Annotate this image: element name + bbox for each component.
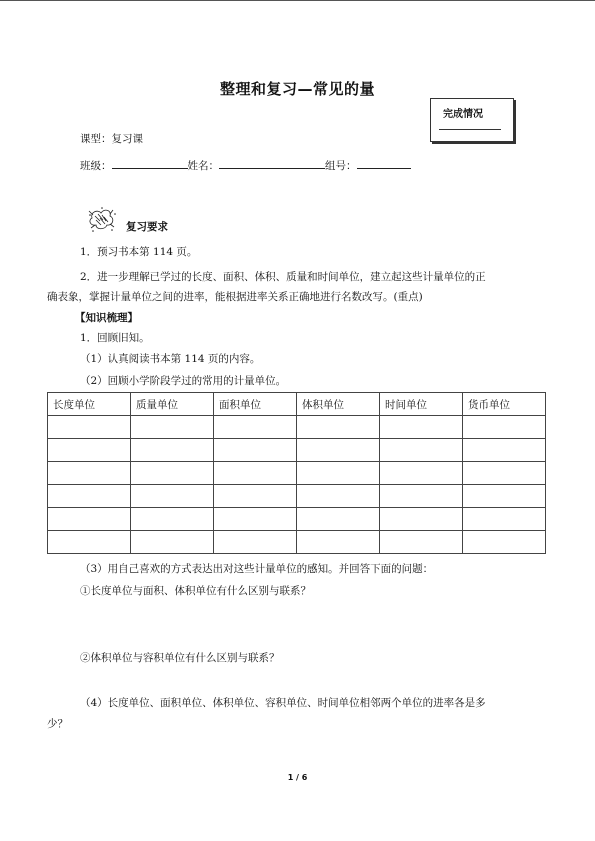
table-cell[interactable] (380, 416, 463, 439)
table-cell[interactable] (131, 485, 214, 508)
table-cell[interactable] (214, 531, 297, 554)
question-4-continued: 少？ (47, 718, 68, 730)
table-row (48, 531, 546, 554)
table-cell[interactable] (48, 531, 131, 554)
table-cell[interactable] (297, 416, 380, 439)
completion-status-blank[interactable] (439, 129, 501, 130)
page-number: 1 / 6 (287, 773, 308, 782)
scribble-icon (86, 206, 118, 232)
knowledge-line: （2）回顾小学阶段学过的常用的计量单位。 (80, 375, 287, 387)
table-header-cell: 货币单位 (463, 393, 546, 416)
table-cell[interactable] (48, 462, 131, 485)
top-border (0, 0, 595, 1)
table-cell[interactable] (131, 416, 214, 439)
table-cell[interactable] (131, 462, 214, 485)
table-header-cell: 质量单位 (131, 393, 214, 416)
table-cell[interactable] (463, 462, 546, 485)
knowledge-heading: 【知识梳理】 (75, 312, 138, 324)
group-label: 组号： (325, 160, 357, 172)
question-4: （4）长度单位、面积单位、体积单位、容积单位、时间单位相邻两个单位的进率各是多 (80, 697, 486, 709)
table-header-cell: 长度单位 (48, 393, 131, 416)
table-cell[interactable] (297, 439, 380, 462)
table-cell[interactable] (297, 485, 380, 508)
table-cell[interactable] (380, 508, 463, 531)
table-cell[interactable] (214, 462, 297, 485)
table-header-cell: 面积单位 (214, 393, 297, 416)
table-cell[interactable] (297, 531, 380, 554)
student-info-line (80, 157, 411, 173)
table-cell[interactable] (48, 485, 131, 508)
table-cell[interactable] (463, 416, 546, 439)
group-blank[interactable] (357, 157, 411, 169)
table-header-cell: 时间单位 (380, 393, 463, 416)
table-cell[interactable] (380, 439, 463, 462)
requirement-item: 1．预习书本第 114 页。 (80, 246, 198, 258)
table-header-cell: 体积单位 (297, 393, 380, 416)
table-cell[interactable] (297, 462, 380, 485)
requirement-item-continued: 确表象，掌握计量单位之间的进率，能根据进率关系正确地进行名数改写。(重点) (47, 291, 423, 303)
table-cell[interactable] (380, 462, 463, 485)
table-cell[interactable] (214, 508, 297, 531)
table-cell[interactable] (214, 485, 297, 508)
table-cell[interactable] (131, 439, 214, 462)
table-cell[interactable] (463, 508, 546, 531)
name-label: 姓名： (187, 160, 219, 172)
class-blank[interactable] (112, 157, 188, 169)
lesson-type: 课型：复习课 (80, 133, 143, 145)
table-cell[interactable] (380, 485, 463, 508)
requirement-item: 2．进一步理解已学过的长度、面积、体积、质量和时间单位，建立起这些计量单位的正 (80, 271, 486, 283)
table-row (48, 462, 546, 485)
question-3-2: ②体积单位与容积单位有什么区别与联系？ (80, 652, 280, 664)
knowledge-line: （1）认真阅读书本第 114 页的内容。 (80, 353, 261, 365)
requirements-heading: 复习要求 (126, 221, 168, 233)
table-cell[interactable] (463, 531, 546, 554)
name-blank[interactable] (219, 157, 325, 169)
completion-status-label: 完成情况 (443, 109, 483, 120)
table-cell[interactable] (131, 531, 214, 554)
table-cell[interactable] (380, 531, 463, 554)
table-cell[interactable] (214, 416, 297, 439)
page-title: 整理和复习—常见的量 (219, 80, 375, 98)
question-3: （3）用自己喜欢的方式表达出对这些计量单位的感知。并回答下面的问题： (80, 563, 434, 575)
question-3-1: ①长度单位与面积、体积单位有什么区别与联系？ (80, 585, 311, 597)
table-cell[interactable] (214, 439, 297, 462)
table-row (48, 485, 546, 508)
table-cell[interactable] (131, 508, 214, 531)
table-cell[interactable] (48, 416, 131, 439)
class-label: 班级： (80, 160, 112, 172)
table-cell[interactable] (48, 508, 131, 531)
table-header-row (48, 393, 546, 416)
completion-status-box (430, 98, 514, 142)
table-cell[interactable] (297, 508, 380, 531)
table-cell[interactable] (48, 439, 131, 462)
table-cell[interactable] (463, 439, 546, 462)
units-table (47, 392, 546, 554)
table-cell[interactable] (463, 485, 546, 508)
table-row (48, 416, 546, 439)
knowledge-line: 1．回顾旧知。 (80, 332, 150, 344)
table-row (48, 439, 546, 462)
table-row (48, 508, 546, 531)
